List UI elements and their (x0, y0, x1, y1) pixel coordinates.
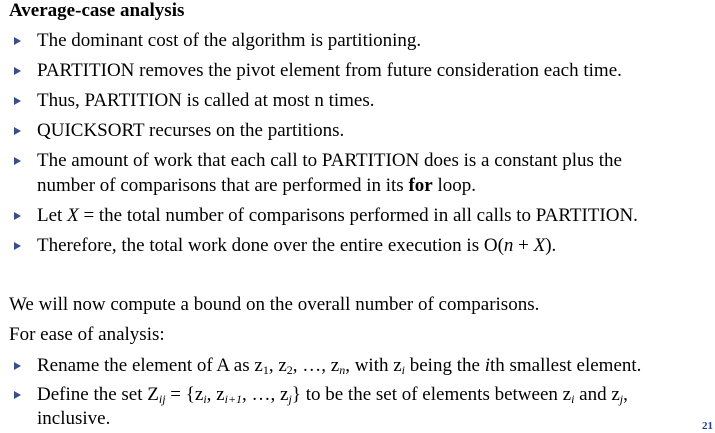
paragraph-comparisons: We will now compute a bound on the overall number of comparisons. (9, 294, 540, 315)
triangle-bullet-icon (14, 157, 21, 165)
triangle-bullet-icon (14, 67, 21, 75)
triangle-bullet-icon (14, 212, 21, 220)
paragraph-ease: For ease of analysis: (9, 324, 165, 345)
triangle-bullet-icon (14, 37, 21, 45)
page-number: 21 (702, 420, 713, 432)
triangle-bullet-icon (14, 127, 21, 135)
slide-heading: Average-case analysis (9, 0, 185, 21)
slide: Average-case analysis The dominant cost of the algorithm is partitioning. PARTITION removes the pivot element from future consideration each time. Thus, PARTITION is called at most n times. QUICKSORT recurses on the partitions. The amount of work that each call to PARTITION does is a constant plus the number of comparisons that are performed in its for loop. Let X = the total number of comparisons performed in all calls to PARTITION. Therefore, the total work done over the entire execution is O(n + X). We will now compute a bound on the overall number of comparisons. For ease of analysis: Rename the element of A as $z_1$, $z_2$, …, $z_n$, with $z_i$ being the ith smallest element. Define the set $Z_{ij} = \{z_i$, $z_{i+1}$, …, $z_j$} to be the set of elements between $z_i$ and $z_j$, inclusive. 21 (9, 0, 713, 432)
triangle-bullet-icon (14, 391, 21, 399)
triangle-bullet-icon (14, 242, 21, 250)
triangle-bullet-icon (14, 362, 21, 370)
triangle-bullet-icon (14, 97, 21, 105)
